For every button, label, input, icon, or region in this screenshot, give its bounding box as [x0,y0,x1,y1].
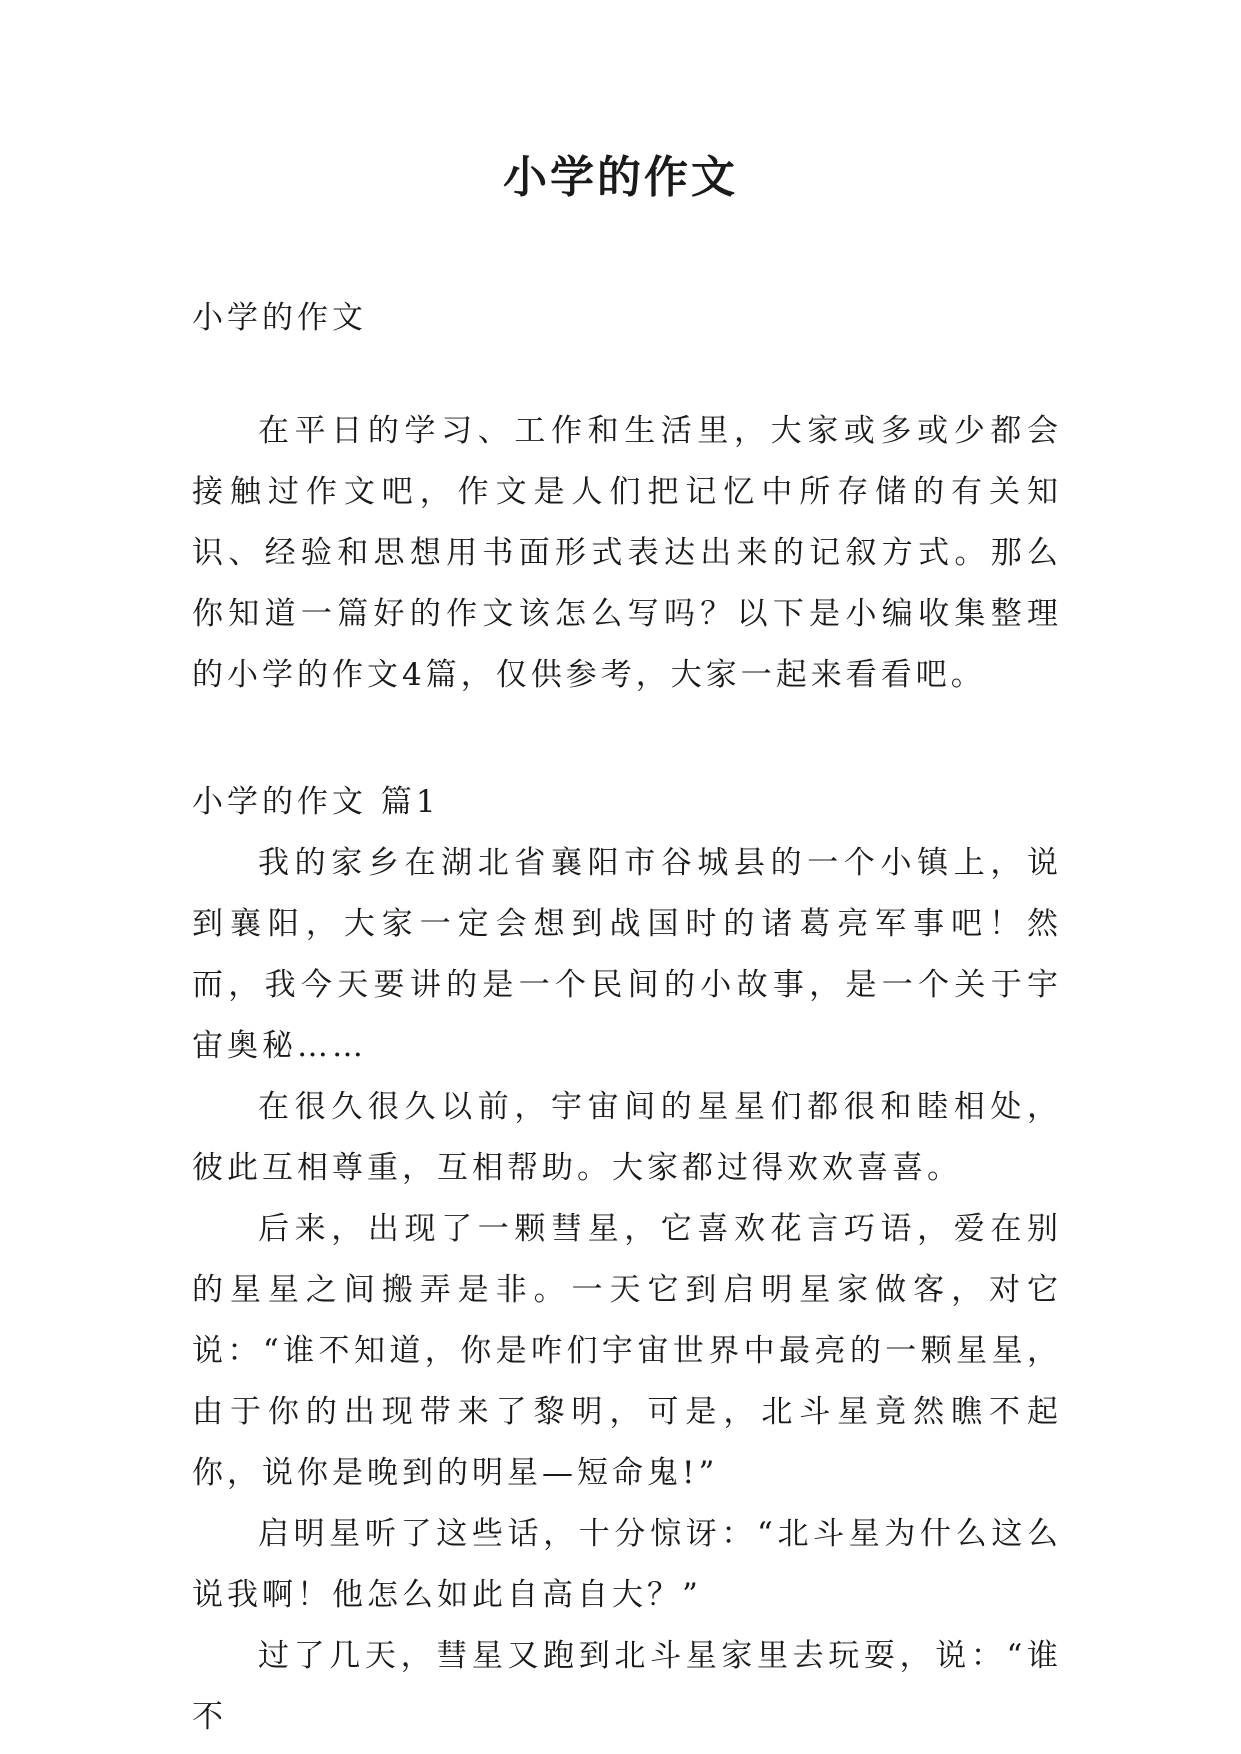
body-paragraph: 我的家乡在湖北省襄阳市谷城县的一个小镇上，说到襄阳，大家一定会想到战国时的诸葛亮军事吧！然而，我今天要讲的是一个民间的小故事，是一个关于宇宙奥秘…… [192,845,1062,1064]
body-paragraph: 启明星听了这些话，十分惊讶：“北斗星为什么这么说我啊！他怎么如此自高自大？” [192,1516,1062,1613]
document-title: 小学的作文 [503,152,738,203]
intro-paragraph: 在平日的学习、工作和生活里，大家或多或少都会接触过作文吧，作文是人们把记忆中所存储的有关知识、经验和思想用书面形式表达出来的记叙方式。那么你知道一篇好的作文该怎么写吗？以下是小编收集整理的小学的作文4篇，仅供参考，大家一起来看看吧。 [192,413,1062,693]
document-body [192,288,1062,1748]
body-paragraph: 过了几天，彗星又跑到北斗星家里去玩耍，说：“谁不 [192,1638,1062,1735]
subtitle: 小学的作文 [192,300,367,336]
body-paragraph: 在很久很久以前，宇宙间的星星们都很和睦相处，彼此互相尊重，互相帮助。大家都过得欢欢喜喜。 [192,1089,1062,1186]
body-paragraph: 后来，出现了一颗彗星，它喜欢花言巧语，爱在别的星星之间搬弄是非。一天它到启明星家做客，对它说：“谁不知道，你是咋们宇宙世界中最亮的一颗星星，由于你的出现带来了黎明，可是，北斗星竟然瞧不起你，说你是晚到的明星—短命鬼!” [192,1211,1062,1491]
section-heading: 小学的作文 篇1 [192,784,440,820]
